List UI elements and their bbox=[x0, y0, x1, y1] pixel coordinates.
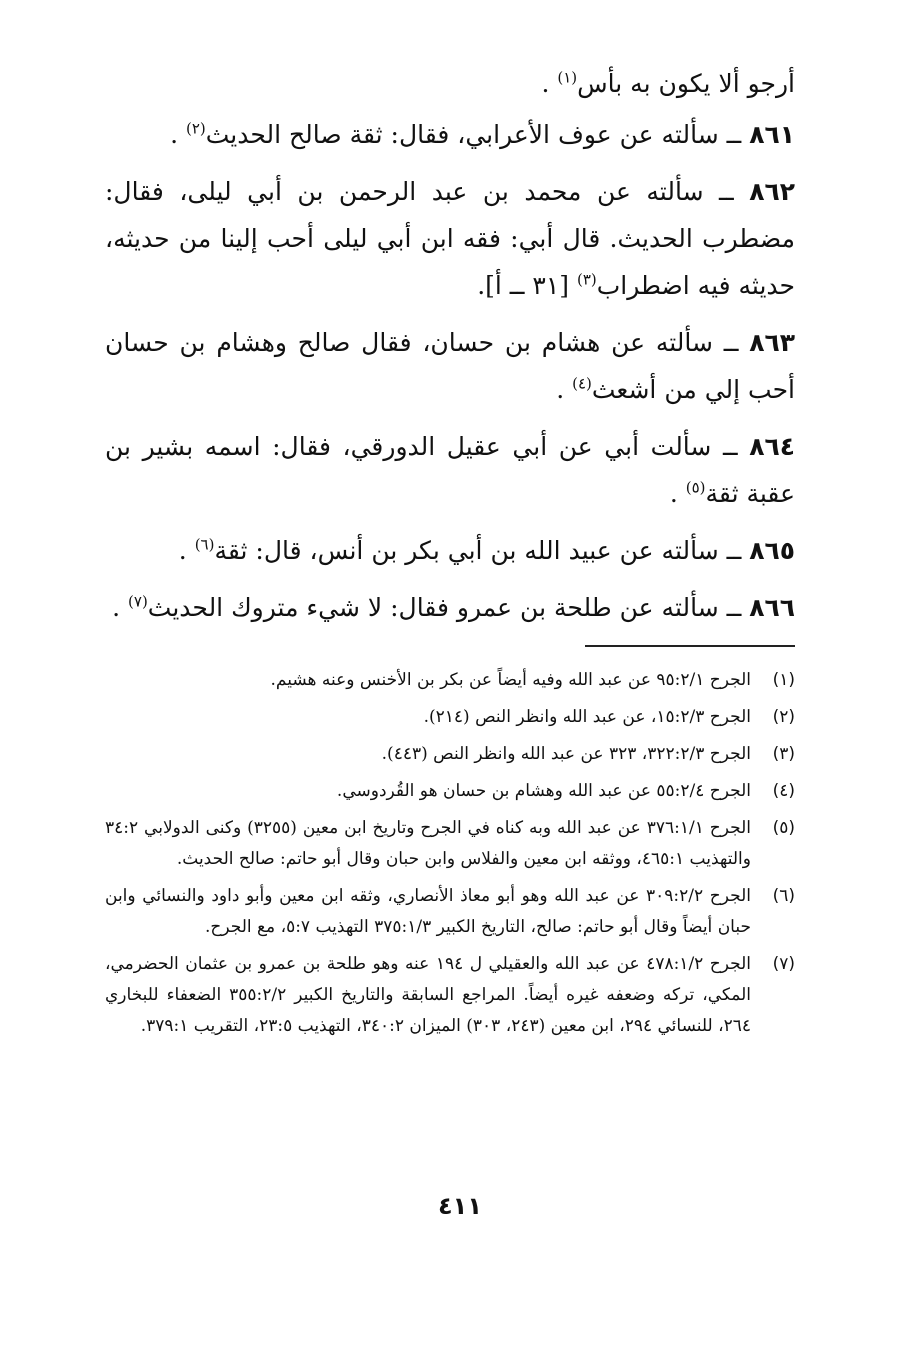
footnote-ref: (٢) bbox=[185, 119, 206, 138]
footnote-text: الجرح ١٥:٢/٣، عن عبد الله وانظر النص (٢١٤). bbox=[423, 707, 751, 727]
continuation-line bbox=[105, 60, 795, 107]
entry-866 bbox=[105, 584, 795, 631]
footnote-number: (٢) bbox=[772, 707, 795, 727]
footnote-text: الجرح ٤٧٨:١/٢ عن عبد الله والعقيلي ل ١٩٤ عنه وهو طلحة بن عمرو بن عثمان الحضرمي، المكي، تركه وضعفه غيره أيضاً. المراجع السابقة والتاريخ الكبير ٣٥٥:٢/٢ الضعفاء للبخاري ٢٦٤، للنسائي ٢٩٤، ابن معين (٢٤٣، ٣٠٣) الميزان ٣٤٠:٢، التهذيب ٢٣:٥، التقريب ٣٧٩:١. bbox=[105, 954, 751, 1036]
main-text bbox=[105, 60, 795, 631]
footnote-divider bbox=[585, 645, 795, 647]
footnote-number: (٣) bbox=[772, 744, 795, 764]
footnote-1 bbox=[105, 665, 795, 696]
entry-text: ــ سألت أبي عن أبي عقيل الدورقي، فقال: اسمه بشير بن عقبة ثقة bbox=[105, 432, 795, 508]
entry-text: ــ سألته عن محمد بن عبد الرحمن بن أبي ليلى، فقال: مضطرب الحديث. قال أبي: فقه ابن أبي ليلى أحب إلينا من حديثه، حديثه فيه اضطراب bbox=[105, 177, 795, 300]
footnote-6 bbox=[105, 881, 795, 943]
footnote-3 bbox=[105, 739, 795, 770]
entry-number: ٨٦٢ bbox=[749, 177, 795, 206]
entry-862 bbox=[105, 168, 795, 309]
footnote-number: (٧) bbox=[772, 954, 795, 974]
footnote-number: (٤) bbox=[772, 781, 795, 801]
entry-text: ــ سألته عن هشام بن حسان، فقال صالح وهشام بن حسان أحب إلي من أشعث bbox=[105, 328, 795, 404]
entry-end: . bbox=[669, 479, 686, 508]
entry-end: . bbox=[556, 375, 573, 404]
entry-text: ــ سألته عن عوف الأعرابي، فقال: ثقة صالح الحديث bbox=[205, 120, 750, 149]
footnote-7 bbox=[105, 949, 795, 1042]
entry-863 bbox=[105, 319, 795, 413]
footnote-ref: (١) bbox=[557, 68, 578, 87]
entry-end: . bbox=[178, 536, 195, 565]
entry-864 bbox=[105, 423, 795, 517]
footnote-number: (٥) bbox=[772, 818, 795, 838]
entry-text: ــ سألته عن طلحة بن عمرو فقال: لا شيء متروك الحديث bbox=[147, 593, 750, 622]
footnote-text: الجرح ٣٠٩:٢/٢ عن عبد الله وهو أبو معاذ الأنصاري، وثقه ابن معين وأبو داود والنسائي وابن حبان أيضاً وقال أبو حاتم: صالح، التاريخ الكبير ٣٧٥:١/٣ التهذيب ٥:٧، مع الجرح. bbox=[105, 886, 751, 937]
footnote-ref: (٣) bbox=[576, 270, 597, 289]
entry-end: . bbox=[541, 69, 558, 98]
footnote-number: (٦) bbox=[772, 886, 795, 906]
footnote-text: الجرح ٥٥:٢/٤ عن عبد الله وهشام بن حسان هو القُردوسي. bbox=[336, 781, 751, 801]
footnote-ref: (٦) bbox=[194, 535, 215, 554]
footnote-ref: (٧) bbox=[128, 592, 148, 611]
entry-end: . bbox=[112, 593, 129, 622]
footnote-text: الجرح ٣٧٦:١/١ عن عبد الله وبه كناه في الجرح وتاريخ ابن معين (٣٢٥٥) وكنى الدولابي ٣٤:٢ والتهذيب ٤٦٥:١، ووثقه ابن معين والفلاس وابن حبان وقال أبو حاتم: صالح الحديث. bbox=[105, 818, 751, 869]
footnote-text: الجرح ٣٢٢:٢/٣، ٣٢٣ عن عبد الله وانظر النص (٤٤٣). bbox=[381, 744, 751, 764]
entry-number: ٨٦٦ bbox=[749, 593, 795, 622]
entry-number: ٨٦٣ bbox=[749, 328, 795, 357]
footnotes bbox=[105, 665, 795, 1042]
entry-text: ــ سألته عن عبيد الله بن أبي بكر بن أنس، قال: ثقة bbox=[214, 536, 750, 565]
entry-865 bbox=[105, 527, 795, 574]
entry-number: ٨٦٤ bbox=[749, 432, 795, 461]
footnote-4 bbox=[105, 776, 795, 807]
footnote-ref: (٥) bbox=[685, 478, 706, 497]
page-body bbox=[105, 60, 795, 1048]
entry-end: . bbox=[170, 120, 186, 149]
entry-end: [٣١ ــ أ]. bbox=[477, 271, 577, 300]
entry-number: ٨٦٥ bbox=[749, 536, 795, 565]
footnote-text: الجرح ٩٥:٢/١ عن عبد الله وفيه أيضاً عن بكر بن الأخنس وعنه هشيم. bbox=[270, 670, 751, 690]
footnote-5 bbox=[105, 813, 795, 875]
page-number: ٤١١ bbox=[438, 1192, 482, 1220]
entry-text: أرجو ألا يكون به بأس bbox=[577, 69, 795, 98]
footnote-number: (١) bbox=[772, 670, 795, 690]
footnote-2 bbox=[105, 702, 795, 733]
entry-861 bbox=[105, 111, 795, 158]
entry-number: ٨٦١ bbox=[749, 120, 795, 149]
footnote-ref: (٤) bbox=[572, 374, 592, 393]
